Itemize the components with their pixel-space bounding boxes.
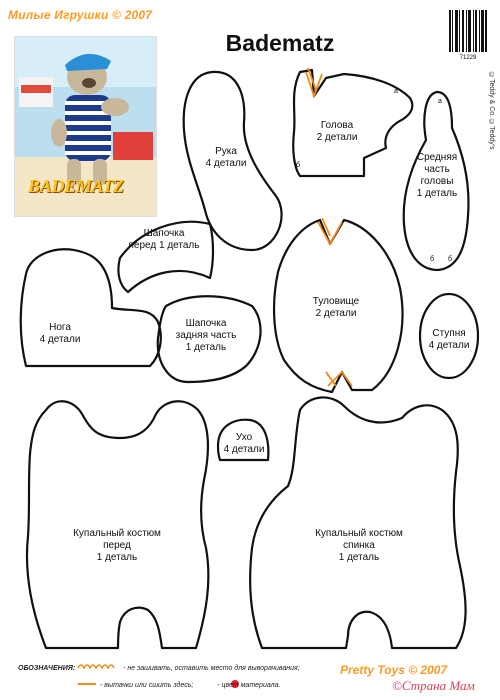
label-foot: Ступня 4 детали	[428, 328, 470, 351]
legend-line-2	[100, 682, 280, 689]
label-mid-head: Средняя часть головы 1 деталь	[416, 152, 458, 199]
point-label-b2: б	[430, 256, 435, 263]
pattern-piece-suit-front	[27, 401, 208, 648]
legend-title: ОБОЗНАЧЕНИЯ:	[18, 665, 76, 672]
label-body: Туловище 2 детали	[312, 296, 360, 319]
point-label-a2: а	[438, 98, 442, 105]
photo-caption: BADEMATZ	[28, 176, 124, 196]
legend-text-1: - не зашивать, оставить место для выворачивания;	[123, 665, 300, 672]
legend-text-3: - цвет материала.	[217, 682, 281, 689]
legend-line-1	[18, 665, 300, 672]
brand-logo-text: Милые Игрушки © 2007	[8, 8, 153, 22]
label-head: Голова 2 детали	[316, 120, 358, 143]
watermark: ©Страна Мам	[392, 678, 475, 693]
page-title: Badematz	[225, 30, 335, 56]
point-label-b3: б	[448, 256, 453, 263]
side-copyright: ©Teddy & Co. ©Teddy's	[488, 72, 495, 150]
label-leg: Нога 4 детали	[39, 322, 81, 345]
point-label-a1: а	[394, 88, 398, 95]
label-arm: Рука 4 детали	[205, 146, 247, 169]
pattern-piece-leg	[21, 249, 161, 366]
point-label-b1: б	[296, 162, 301, 169]
barcode-number: 71229	[459, 55, 477, 61]
label-ear: Ухо 4 детали	[223, 432, 265, 455]
label-suit-back: Купальный костюм спинка 1 деталь	[315, 528, 403, 563]
legend-text-2: - вытачки или сшить здесь;	[100, 682, 194, 689]
label-suit-front: Купальный костюм перед 1 деталь	[73, 528, 161, 563]
label-cap-front: Шапочка перед 1 деталь	[128, 228, 200, 251]
pattern-piece-suit-back	[250, 397, 465, 648]
label-cap-back: Шапочка задняя часть 1 деталь	[175, 318, 237, 353]
footer-brand: Pretty Toys © 2007	[340, 663, 448, 677]
